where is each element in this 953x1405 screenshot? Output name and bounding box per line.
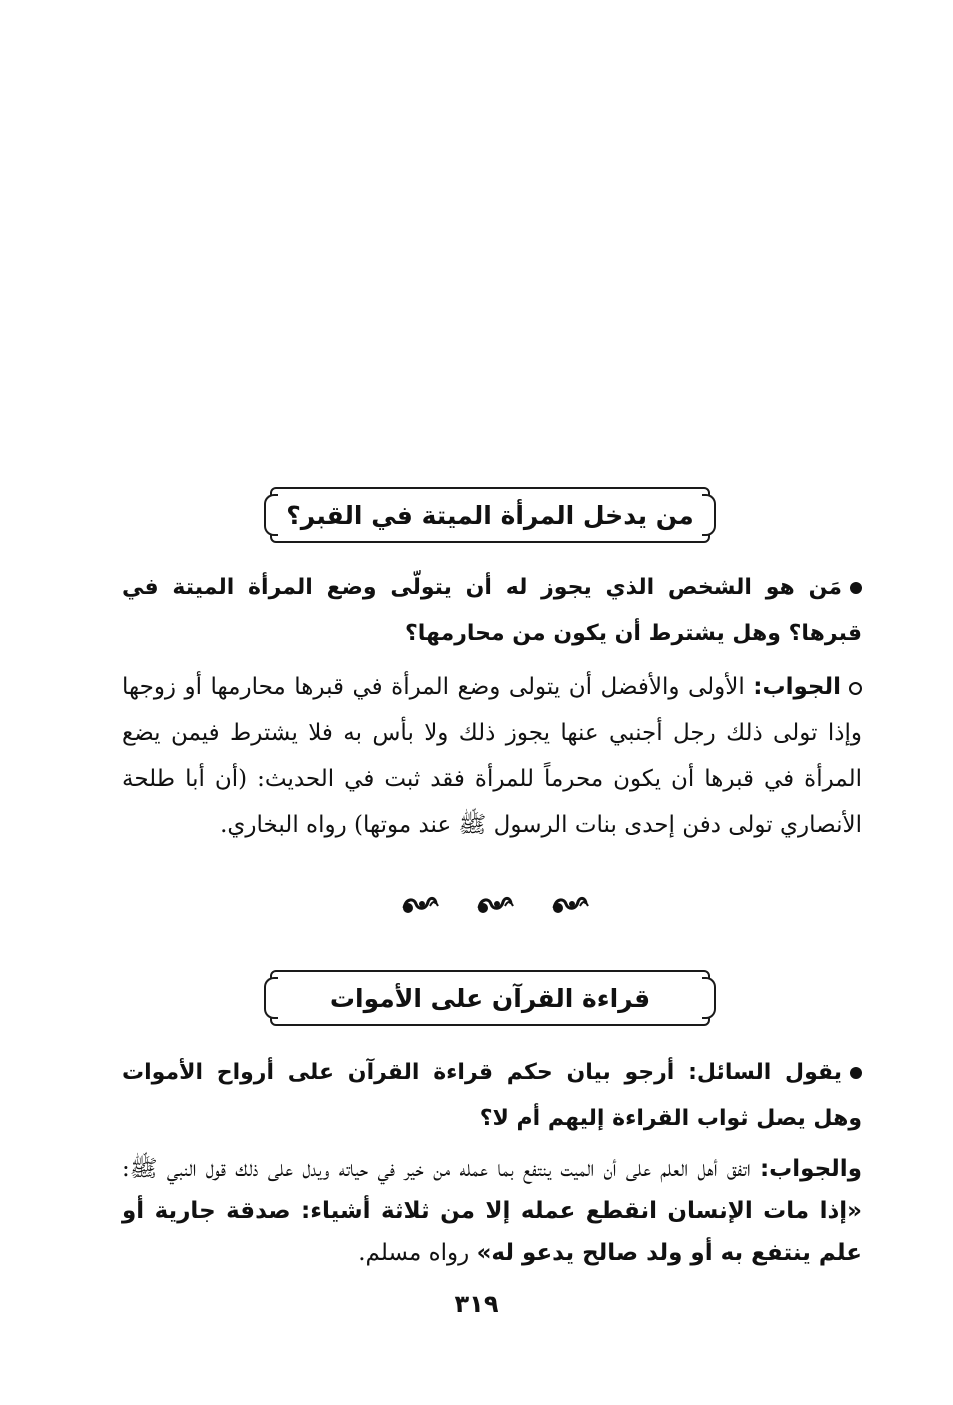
page-number: ٣١٩ (454, 1290, 499, 1318)
answer-2 (122, 1148, 862, 1274)
filled-bullet-icon (850, 1067, 862, 1079)
floral-ornament-icon (550, 892, 590, 916)
answer-1 (122, 664, 862, 848)
answer-2-text: اتفق أهل العلم على أن الميت ينتفع بما عمله من خير في حياته ويدل على ذلك قول النبي ﷺ: (122, 1156, 751, 1182)
answer-1-lead: الجواب: (753, 674, 842, 700)
floral-ornament-icon (475, 892, 515, 916)
answer-2-lead: والجواب: (759, 1156, 862, 1182)
section-divider (400, 892, 590, 916)
hollow-bullet-icon (849, 682, 862, 695)
hadith-quote: «إذا مات الإنسان انقطع عمله إلا من ثلاثة أشياء: صدقة جارية أو علم ينتفع به أو ولد صالح يدعو له» (122, 1198, 862, 1266)
answer-2-source: رواه مسلم. (358, 1240, 470, 1266)
question-1-text: مَن هو الشخص الذي يجوز له أن يتولّى وضع المرأة الميتة في قبرها؟ وهل يشترط أن يكون من محارمها؟ (122, 575, 862, 646)
section-title-1: من يدخل المرأة الميتة في القبر؟ (286, 500, 694, 530)
question-2-lead: يقول السائل: (688, 1060, 843, 1085)
section-title-2: قراءة القرآن على الأموات (329, 983, 651, 1013)
section-title-box-1 (270, 487, 710, 543)
floral-ornament-icon (400, 892, 440, 916)
answer-1-text: الأولى والأفضل أن يتولى وضع المرأة في قبرها محارمها أو زوجها وإذا تولى ذلك رجل أجنبي عنها يجوز ذلك ولا بأس به فلا يشترط فيمن يضع المرأة في قبرها أن يكون محرماً للمرأة فقد ثبت في الحديث: (أن أبا طلحة الأنصاري تولى دفن إحدى بنات الرسول ﷺ عند موتها) رواه البخاري. (122, 674, 862, 838)
question-2-text: أرجو بيان حكم قراءة القرآن على أرواح الأموات وهل يصل ثواب القراءة إليهم أم لا؟ (122, 1060, 862, 1131)
filled-bullet-icon (850, 582, 862, 594)
section-title-box-2 (270, 970, 710, 1026)
question-1 (122, 565, 862, 657)
question-2 (122, 1050, 862, 1142)
